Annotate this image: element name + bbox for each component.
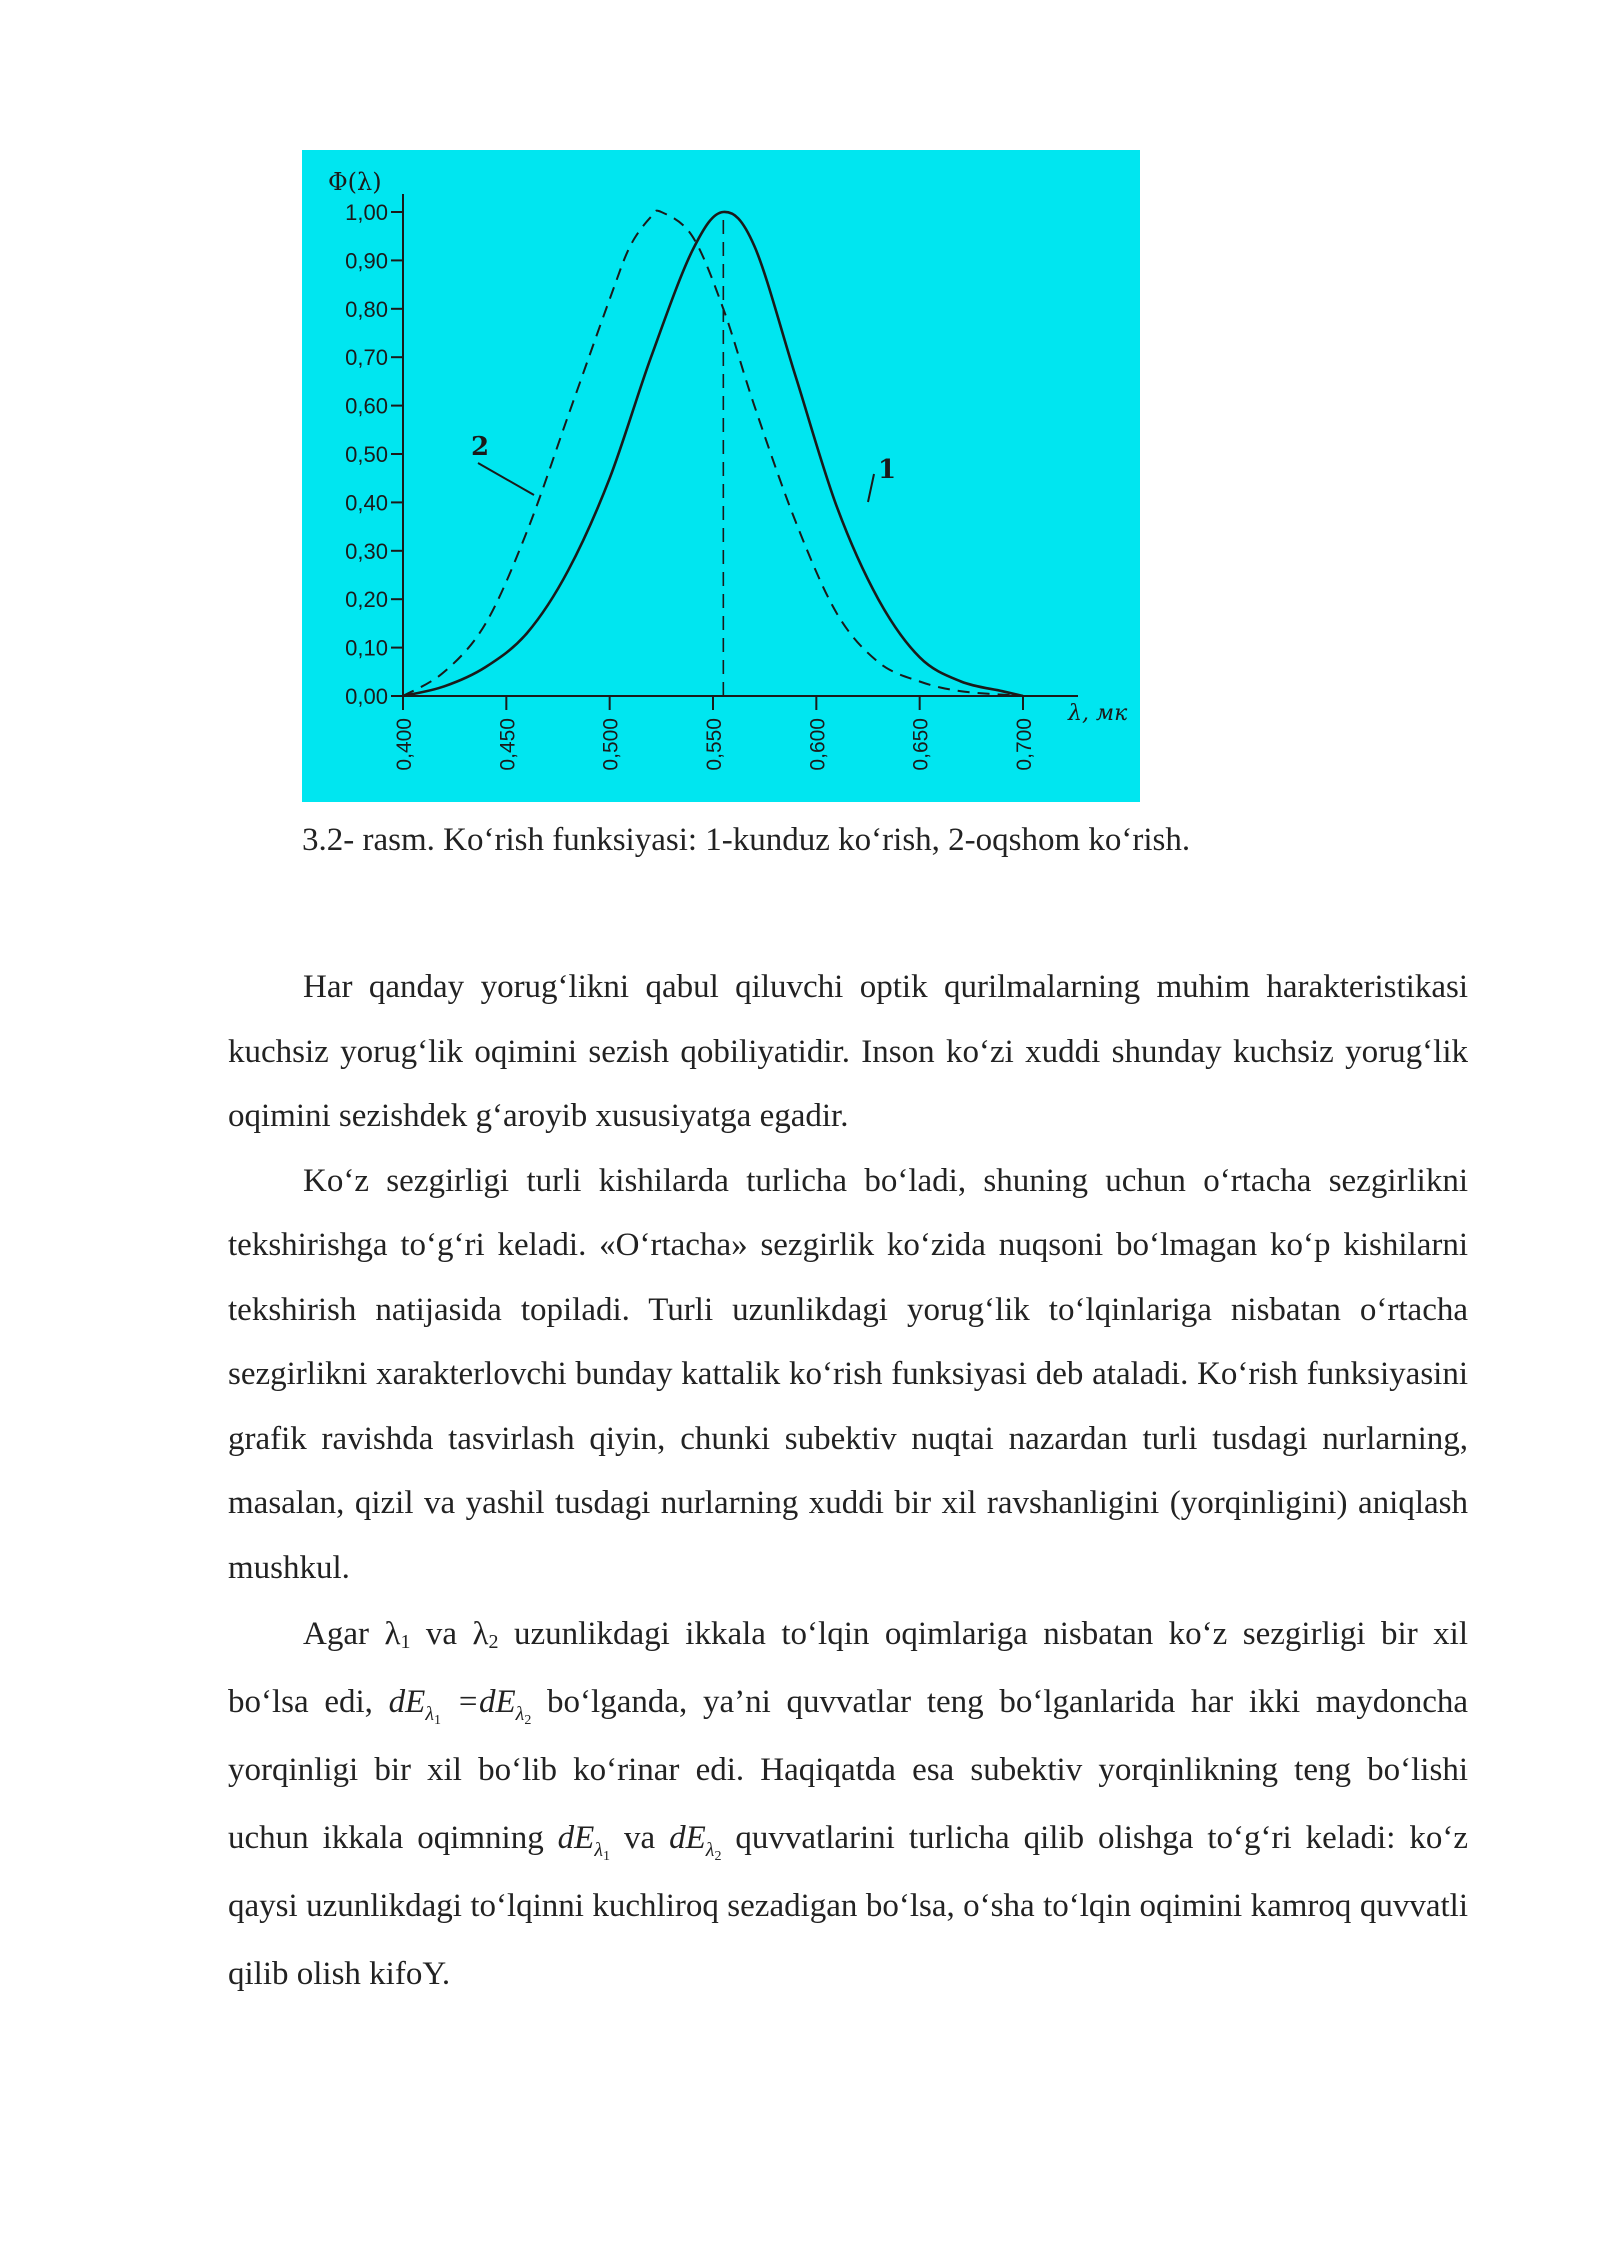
lambda-symbol: λ [472, 1616, 489, 1652]
series-2-label: 2 [471, 432, 490, 462]
series-2-leader [478, 463, 534, 495]
y-tick-label: 0,10 [345, 635, 388, 661]
y-tick-label: 0,60 [345, 393, 388, 419]
y-tick-label: 0,00 [345, 684, 388, 709]
x-tick-label: 0,500 [599, 718, 623, 771]
series-1-label: 1 [878, 455, 897, 485]
y-tick-label: 0,50 [345, 442, 388, 467]
y-axis-label: Φ(λ) [328, 168, 382, 196]
equals-sign: = [456, 1684, 479, 1720]
paragraph-2: Ko‘z sezgirligi turli kishilarda turlicha bo‘ladi, shuning uchun o‘rtacha sezgirlikni tekshirishga to‘g‘ri keladi. «O‘rtacha» sezgirlik ko‘zida nuqsoni bo‘lmagan ko‘p kishilarni tekshirish natijasida topiladi. Turli uzunlikdagi yorug‘lik to‘lqinlariga nisbatan o‘rtacha sezgirlikni xarakterlovchi bunday kattalik ko‘rish funksiyasi deb ataladi. Ko‘rish funksiyasini grafik ravishda tasvirlash qiyin, chunki subektiv nuqtai nazardan turli tusdagi nurlarning, masalan, qizil va yashil tusdagi nurlarning xuddi bir xil ravshanligini (yorqinligini) aniqlash mushkul. [228, 1162, 1468, 1586]
paragraph-1: Har qanday yorug‘likni qabul qiluvchi optik qurilmalarning muhim harakteristikasi kuchsiz yorug‘lik oqimini sezish qobiliyatidir. Inson ko‘zi xuddi shunday kuchsiz yorug‘lik oqimini sezishdek g‘aroyib xususiyatga egadir. [228, 969, 1468, 1134]
index-1: 1 [434, 1713, 441, 1728]
p3-text-5: va [610, 1820, 670, 1856]
dE-lambda2 [669, 1820, 722, 1864]
index-2: 2 [714, 1849, 722, 1864]
lambda-1-index: 1 [400, 1631, 411, 1653]
y-tick-label: 0,20 [345, 587, 388, 613]
x-tick-label: 0,450 [496, 718, 520, 771]
lambda-1 [384, 1616, 410, 1652]
x-tick-label: 0,600 [806, 718, 830, 771]
x-tick-label: 0,550 [703, 718, 726, 771]
y-tick-label: 0,30 [345, 538, 388, 564]
p3-text-2: va [410, 1616, 473, 1652]
equation-dE-equal [388, 1684, 532, 1728]
x-axis-label: λ, мк [1068, 701, 1128, 726]
body-text [228, 955, 1468, 2008]
chart [302, 150, 1140, 802]
p3-text-4: bo‘lganda, ya’ni quvvatlar teng bo‘lganlarida har ikki maydoncha yorqinligi bir xil bo‘lib ko‘rinar edi. Haqiqatda esa subektiv yorqinlikning teng bo‘lishi uchun ikkala oqimning [228, 1684, 1469, 1856]
dE-symbol: dE [669, 1820, 706, 1856]
lambda-symbol: λ [515, 1703, 525, 1725]
y-tick-label: 0,40 [345, 490, 388, 516]
p3-text-6: quvvatlarini turlicha qilib olishga to‘g‘ri keladi: ko‘z qaysi uzunlikdagi to‘lqinni kuchliroq sezadigan bo‘lsa, o‘sha to‘lqin oqimini kamroq quvvatli qilib olish kifoY. [228, 1820, 1468, 1992]
dE-lambda1 [557, 1820, 611, 1864]
x-tick-label: 0,650 [909, 718, 933, 771]
x-tick-label: 0,700 [1013, 718, 1036, 771]
dE-symbol: dE [388, 1684, 426, 1720]
y-tick-label: 1,00 [345, 200, 388, 225]
y-tick-label: 0,80 [345, 296, 388, 322]
x-tick-label: 0,400 [393, 718, 416, 771]
lambda-symbol: λ [384, 1616, 401, 1652]
paragraph-3 [228, 1600, 1468, 2008]
p3-text-1: Agar [303, 1616, 385, 1652]
p3-text-3: uzunlikdagi ikkala to‘lqin oqimlariga nisbatan ko‘z sezgirligi bir xil bo‘lsa edi, [228, 1616, 1468, 1720]
series-2-line [403, 211, 1023, 696]
dE-symbol: dE [557, 1820, 595, 1856]
series-1-leader [868, 474, 874, 502]
y-tick-label: 0,70 [345, 345, 388, 371]
lambda-symbol: λ [425, 1703, 434, 1725]
lambda-symbol: λ [594, 1839, 604, 1861]
index-1: 1 [603, 1849, 611, 1864]
lambda-2 [473, 1616, 499, 1652]
lambda-2-index: 2 [488, 1631, 499, 1653]
y-tick-label: 0,90 [345, 248, 388, 274]
dE-symbol: dE [479, 1684, 516, 1720]
figure-caption: 3.2- rasm. Ko‘rish funksiyasi: 1-kunduz ko‘rish, 2-oqshom ko‘rish. [302, 822, 1191, 858]
series-1-line [403, 212, 1023, 696]
index-2: 2 [524, 1713, 532, 1728]
figure [302, 150, 1140, 802]
lambda-symbol: λ [705, 1839, 715, 1861]
